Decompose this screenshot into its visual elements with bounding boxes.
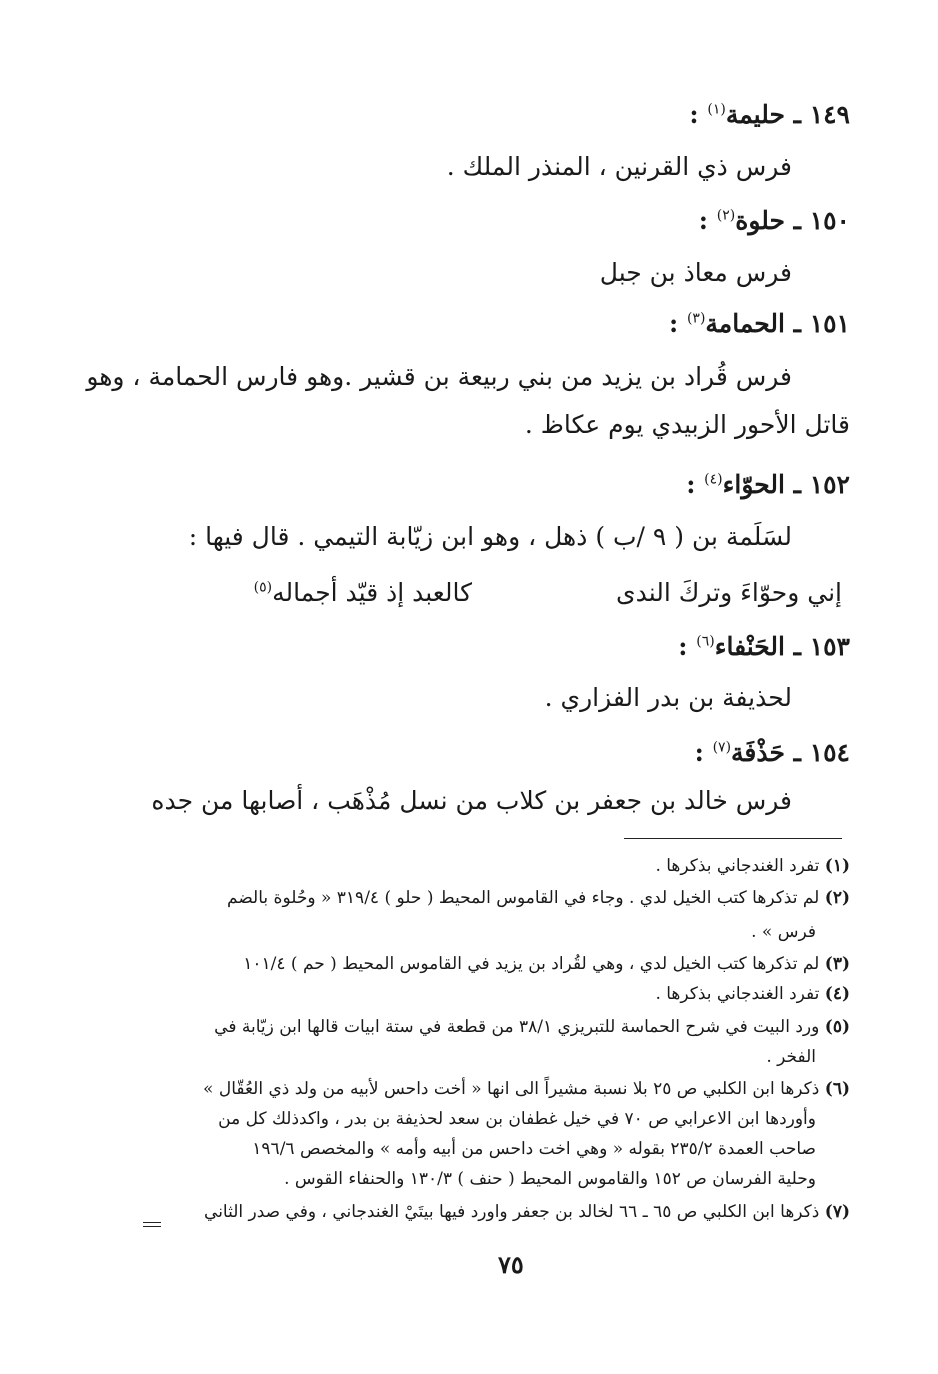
verse-second-hemistich: كالعبد إذ قيّد أجماله$^{(٥)}$ (253, 578, 472, 607)
entry-heading: ١٥٤ ـ حَذْفَة$^{(٧)}$ : (694, 738, 850, 767)
footnote-continuation: وحلية الفرسان ص ١٥٢ والقاموس المحيط ( حنف ) ١٣٠/٣ والحنفاء القوس . (284, 1169, 816, 1189)
entry-text: لحذيفة بن بدر الفزاري . (544, 683, 792, 712)
entry-text: لسَلَمة بن ( ٩ /ب ) ذهل ، وهو ابن زيّابة التيمي . قال فيها : (188, 522, 792, 551)
footnote: (٦) ذكرها ابن الكلبي ص ٢٥ بلا نسبة مشيراً الى انها « أخت داحس لأبيه من ولد ذي العُقّال » (203, 1079, 850, 1099)
continuation-mark (143, 1226, 161, 1227)
continuation-mark (143, 1222, 161, 1223)
entry-text: فرس معاذ بن جبل (599, 258, 792, 287)
entry-text: قاتل الأحور الزبيدي يوم عكاظ . (524, 410, 850, 439)
footnote: (١) تفرد الغندجاني بذكرها . (655, 856, 850, 876)
entry-heading: ١٤٩ ـ حليمة$^{(١)}$ : (689, 100, 850, 129)
footnote-continuation: فرس » . (751, 922, 816, 942)
entry-heading: ١٥١ ـ الحمامة$^{(٣)}$ : (668, 309, 850, 338)
entry-text: فرس خالد بن جعفر بن كلاب من نسل مُذْهَب ، أصابها من جده (151, 786, 792, 815)
page-number: ٧٥ (498, 1250, 524, 1279)
footnote: (٤) تفرد الغندجاني بذكرها . (655, 984, 850, 1004)
verse-first-hemistich: إني وحوّاءَ وتركَ الندى (616, 578, 842, 607)
footnote: (٧) ذكرها ابن الكلبي ص ٦٥ ـ ٦٦ لخالد بن جعفر واورد فيها بيتَيْ الغندجاني ، وفي صدر الثاني (204, 1202, 850, 1222)
footnote-continuation: صاحب العمدة ٢٣٥/٢ بقوله « وهي اخت داحس من أبيه وأمه » والمخصص ١٩٦/٦ (252, 1139, 816, 1159)
entry-heading: ١٥٢ ـ الحوّاء$^{(٤)}$ : (686, 470, 850, 499)
entry-text: فرس قُراد بن يزيد من بني ربيعة بن قشير .وهو فارس الحمامة ، وهو (86, 362, 792, 391)
footnote-continuation: الفخر . (766, 1047, 816, 1067)
footnote: (٢) لم تذكرها كتب الخيل لدي . وجاء في القاموس المحيط ( حلو ) ٣١٩/٤ « وحُلوة بالضم (227, 888, 850, 908)
entry-heading: ١٥٣ ـ الحَنْفاء$^{(٦)}$ : (678, 632, 850, 661)
footnote: (٣) لم تذكرها كتب الخيل لدي ، وهي لقُراد بن يزيد في القاموس المحيط ( حم ) ١٠١/٤ (243, 954, 850, 974)
footnote: (٥) ورد البيت في شرح الحماسة للتبريزي ٣٨/١ من قطعة في ستة ابيات قالها ابن زيّابة في (214, 1017, 850, 1037)
footnote-continuation: وأوردها ابن الاعرابي ص ٧٠ في خيل غطفان بن سعد لحذيفة بن بدر ، واكدذلك كل من (218, 1109, 816, 1129)
footnote-separator (624, 838, 842, 839)
entry-text: فرس ذي القرنين ، المنذر الملك . (446, 152, 792, 181)
entry-heading: ١٥٠ ـ حلوة$^{(٢)}$ : (698, 206, 850, 235)
